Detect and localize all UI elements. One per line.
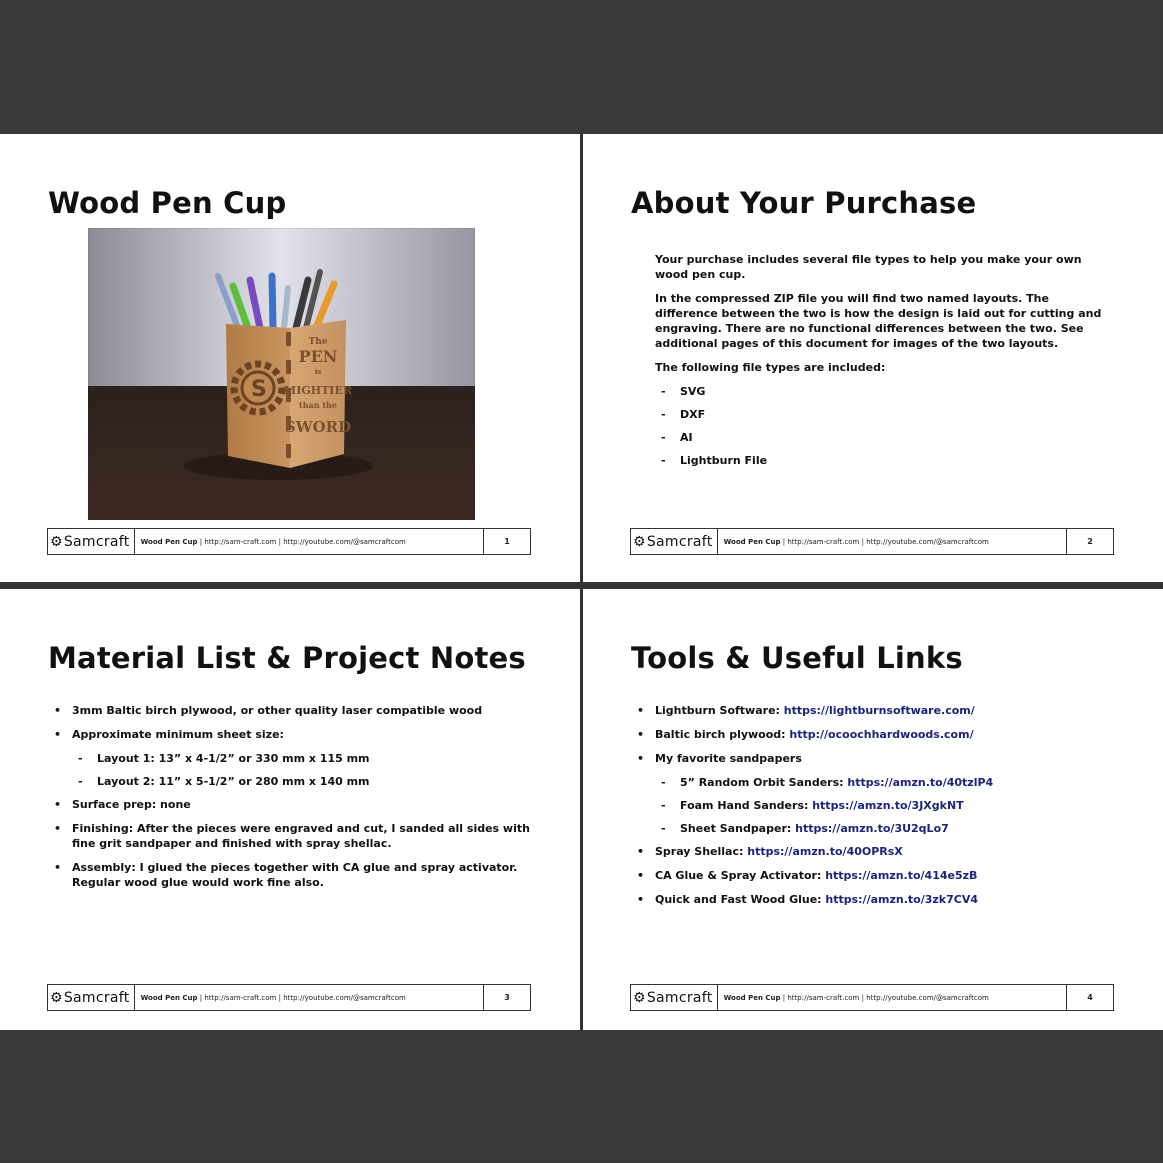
page-title: Tools & Useful Links	[631, 641, 963, 675]
site-link[interactable]: http://sam-craft.com	[787, 993, 860, 1002]
ca-glue-link[interactable]: https://amzn.to/414e5zB	[825, 869, 978, 882]
page-footer	[47, 984, 531, 1011]
list-item: • Spray Shellac: https://amzn.to/40OPRsX	[637, 845, 903, 858]
page-number: 3	[483, 985, 530, 1010]
list-item: • Lightburn Software: https://lightburnsoftware.com/	[637, 704, 975, 717]
list-item: - SVG	[655, 384, 1115, 399]
youtube-link[interactable]: http://youtube.com/@samcraftcom	[283, 993, 406, 1002]
list-item: • CA Glue & Spray Activator: https://amzn.to/414e5zB	[637, 869, 978, 882]
tools-content	[637, 703, 1115, 916]
sheet-sandpaper-link[interactable]: https://amzn.to/3U2qLo7	[795, 822, 949, 835]
page-2	[583, 134, 1163, 582]
orbit-sander-link[interactable]: https://amzn.to/40tzlP4	[847, 776, 994, 789]
paragraph: Your purchase includes several file types to help you make your own wood pen cup.	[655, 253, 1082, 281]
page-footer	[630, 528, 1114, 555]
list-item: • Approximate minimum sheet size:	[54, 728, 284, 741]
page-number: 4	[1066, 985, 1113, 1010]
page-number: 2	[1066, 529, 1113, 554]
engraving-line: MIGHTIER	[284, 384, 352, 397]
youtube-link[interactable]: http://youtube.com/@samcraftcom	[866, 993, 989, 1002]
list-item: • Surface prep: none	[54, 798, 191, 811]
shellac-link[interactable]: https://amzn.to/40OPRsX	[747, 845, 903, 858]
site-link[interactable]: http://sam-craft.com	[787, 537, 860, 546]
site-link[interactable]: http://sam-craft.com	[204, 537, 277, 546]
footer-meta: Wood Pen Cup | http://sam-craft.com | http://youtube.com/@samcraftcom	[723, 537, 989, 546]
footer-meta: Wood Pen Cup | http://sam-craft.com | http://youtube.com/@samcraftcom	[140, 537, 406, 546]
gear-icon: ⚙	[50, 989, 63, 1006]
paragraph: The following file types are included:	[655, 361, 886, 374]
page-grid	[0, 134, 1163, 1030]
list-item: - Foam Hand Sanders: https://amzn.to/3JXgkNT	[661, 799, 964, 812]
page-3	[0, 589, 580, 1030]
list-item: • Finishing: After the pieces were engraved and cut, I sanded all sides with fine grit sandpaper and finished with spray shellac.	[54, 822, 530, 850]
list-item: - Sheet Sandpaper: https://amzn.to/3U2qLo7	[661, 822, 949, 835]
foam-sander-link[interactable]: https://amzn.to/3JXgkNT	[812, 799, 964, 812]
engraving-line: is	[314, 367, 322, 376]
list-item: • Baltic birch plywood: http://ocoochhardwoods.com/	[637, 728, 974, 741]
list-item: - AI	[655, 430, 1115, 445]
page-footer	[47, 528, 531, 555]
page-number: 1	[483, 529, 530, 554]
pen-cup-illustration	[88, 228, 475, 520]
page-1	[0, 134, 580, 582]
engraving-line: The	[308, 337, 328, 347]
footer-meta: Wood Pen Cup | http://sam-craft.com | http://youtube.com/@samcraftcom	[723, 993, 989, 1002]
page-title: Wood Pen Cup	[48, 186, 287, 220]
list-item: • My favorite sandpapers	[637, 752, 802, 765]
list-item: • 3mm Baltic birch plywood, or other quality laser compatible wood	[54, 704, 483, 717]
list-item: - DXF	[655, 407, 1115, 422]
engraving-line: PEN	[298, 347, 338, 366]
page-title: Material List & Project Notes	[48, 641, 526, 675]
list-item: - 5” Random Orbit Sanders: https://amzn.to/40tzlP4	[661, 776, 994, 789]
birch-link[interactable]: http://ocoochhardwoods.com/	[789, 728, 974, 741]
page-footer	[630, 984, 1114, 1011]
purchase-content	[655, 252, 1115, 476]
engraving-line: than the	[299, 400, 337, 410]
paragraph: In the compressed ZIP file you will find two named layouts. The difference between the two is how the design is laid out for cutting and engraving. There are no functional differences between the two. See additional pages of this document for images of the two layouts.	[655, 292, 1102, 350]
page-4	[583, 589, 1163, 1030]
list-item: • Assembly: I glued the pieces together with CA glue and spray activator. Regular wood glue would work fine also.	[54, 861, 518, 889]
material-content	[54, 703, 532, 899]
engraving-line: SWORD	[284, 418, 352, 436]
footer-meta: Wood Pen Cup | http://sam-craft.com | http://youtube.com/@samcraftcom	[140, 993, 406, 1002]
svg-text:S: S	[251, 377, 267, 402]
tools-list	[637, 703, 1115, 907]
gear-icon: ⚙	[633, 533, 646, 550]
list-item: - Layout 1: 13” x 4-1/2” or 330 mm x 115 mm	[78, 752, 370, 765]
samcraft-logo: ⚙ Samcraft	[631, 529, 718, 554]
site-link[interactable]: http://sam-craft.com	[204, 993, 277, 1002]
gear-icon: ⚙	[50, 533, 63, 550]
list-item: - Lightburn File	[655, 453, 1115, 468]
list-item: - Layout 2: 11” x 5-1/2” or 280 mm x 140 mm	[78, 775, 370, 788]
gear-icon: ⚙	[633, 989, 646, 1006]
youtube-link[interactable]: http://youtube.com/@samcraftcom	[866, 537, 989, 546]
wood-glue-link[interactable]: https://amzn.to/3zk7CV4	[825, 893, 978, 906]
youtube-link[interactable]: http://youtube.com/@samcraftcom	[283, 537, 406, 546]
samcraft-logo: ⚙ Samcraft	[631, 985, 718, 1010]
lightburn-link[interactable]: https://lightburnsoftware.com/	[783, 704, 975, 717]
samcraft-logo: ⚙ Samcraft	[48, 985, 135, 1010]
samcraft-logo: ⚙ Samcraft	[48, 529, 135, 554]
pen-cup-photo	[88, 228, 475, 520]
list-item: • Quick and Fast Wood Glue: https://amzn.to/3zk7CV4	[637, 893, 978, 906]
file-type-list	[655, 384, 1115, 468]
page-title: About Your Purchase	[631, 186, 977, 220]
material-list	[54, 703, 532, 890]
